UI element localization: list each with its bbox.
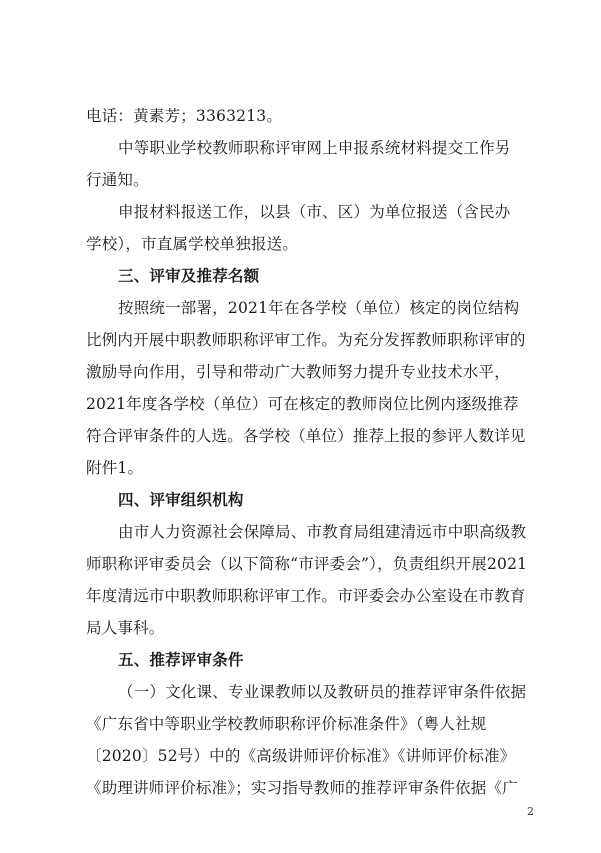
section-heading: 三、评审及推荐名额: [118, 267, 260, 285]
text-line: 附件1。: [86, 459, 144, 477]
text-line: 由市人力资源社会保障局、市教育局组建清远市中职高级教: [118, 523, 527, 541]
text-line: 按照统一部署，2021年在各学校（单位）核定的岗位结构: [118, 299, 520, 317]
text-line: 行通知。: [86, 171, 149, 189]
text-line: 电话：黄素芳；3363213。: [86, 107, 283, 125]
text-line: 师职称评审委员会（以下简称“市评委会”），负责组织开展2021: [86, 555, 528, 573]
text-line: （一）文化课、专业课教师以及教研员的推荐评审条件依据: [118, 683, 527, 701]
text-line: 《助理讲师评价标准》；实习指导教师的推荐评审条件依据《广: [86, 779, 518, 797]
text-line: 比例内开展中职教师职称评审工作。为充分发挥教师职称评审的: [86, 331, 526, 349]
text-line: 激励导向作用，引导和带动广大教师努力提升专业技术水平，: [86, 363, 510, 381]
text-line: 〔2020〕52号）中的《高级讲师评价标准》《讲师评价标准》: [86, 747, 516, 765]
text-line: 局人事科。: [86, 619, 165, 637]
section-heading: 四、评审组织机构: [118, 491, 244, 509]
text-line: 学校），市直属学校单独报送。: [86, 235, 299, 253]
text-line: 中等职业学校教师职称评审网上申报系统材料提交工作另: [118, 139, 511, 157]
text-line: 符合评审条件的人选。各学校（单位）推荐上报的参评人数详见: [86, 427, 526, 445]
text-line: 《广东省中等职业学校教师职称评价标准条件》（粤人社规: [86, 715, 487, 733]
document-body: [86, 100, 534, 804]
text-line: 年度清远市中职教师职称评审工作。市评委会办公室设在市教育: [86, 587, 526, 605]
text-line: 2021年度各学校（单位）可在核定的教师岗位比例内逐级推荐: [86, 395, 519, 413]
section-heading: 五、推荐评审条件: [118, 651, 244, 669]
text-line: 申报材料报送工作，以县（市、区）为单位报送（含民办: [118, 203, 511, 221]
page-number: 2: [527, 805, 534, 818]
